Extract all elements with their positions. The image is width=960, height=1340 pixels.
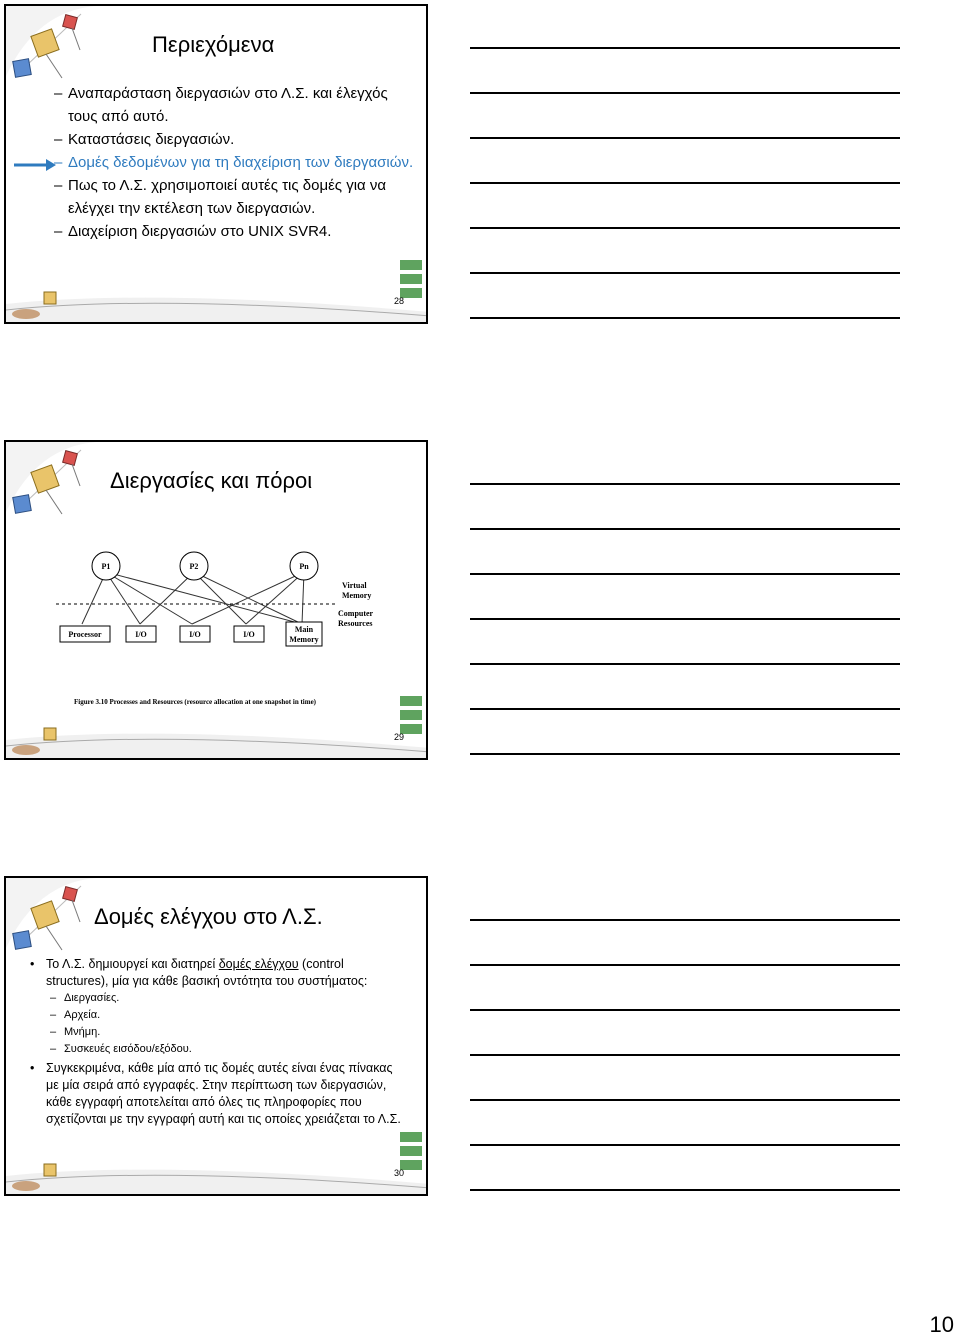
- sub-item: – Αρχεία.: [28, 1007, 408, 1024]
- contents-list: [54, 82, 414, 243]
- slide-number: 30: [393, 1168, 404, 1178]
- virtual-memory-label: Virtual: [342, 581, 367, 590]
- list-item: – Καταστάσεις διεργασιών.: [54, 128, 414, 151]
- resource-label: I/O: [135, 630, 147, 639]
- slide-footer-decoration: [6, 290, 428, 322]
- text: (control structures), μία για κάθε βασική οντότητα του συστήματος:: [46, 957, 368, 988]
- list-item: – Διαχείριση διεργασιών στο UNIX SVR4.: [54, 220, 414, 243]
- arrow-icon: [14, 157, 56, 173]
- notes-lines-3: [470, 876, 900, 1191]
- bullet-tables: • Συγκεκριμένα, κάθε μία από τις δομές αυτές είναι ένας πίνακας με μία σειρά από εγγραφές. Στην περίπτωση των διεργασιών, κάθε εγγραφή αποτελείται από όλες τις πληροφορίες που σχετίζονται με την εγγραφή αυτή και τις οποίες χρειάζεται το Λ.Σ.: [28, 1060, 408, 1128]
- figure-caption: Figure 3.10 Processes and Resources (resource allocation at one snapshot in time): [74, 698, 317, 706]
- slide-number: 29: [393, 732, 404, 742]
- resource-label: I/O: [189, 630, 201, 639]
- resource-label: Processor: [68, 630, 102, 639]
- slide-30: [4, 876, 428, 1196]
- computer-resources-label: Computer: [338, 609, 374, 618]
- virtual-memory-label: Memory: [342, 591, 372, 600]
- process-label: P2: [189, 562, 199, 571]
- page-number: 10: [929, 1312, 954, 1337]
- list-item-highlighted: – Δομές δεδομένων για τη διαχείριση των διεργασιών.: [54, 151, 414, 174]
- process-resource-diagram: [46, 542, 396, 717]
- sub-item: – Διεργασίες.: [28, 990, 408, 1007]
- slide-title: Δομές ελέγχου στο Λ.Σ.: [94, 904, 323, 929]
- bullet-control-structures: [28, 956, 408, 990]
- slide-29: [4, 440, 428, 760]
- slide-decoration-icon: [6, 878, 96, 958]
- resource-label: Memory: [289, 635, 319, 644]
- slide-footer-decoration: [6, 1162, 428, 1194]
- slide-footer-decoration: [6, 726, 428, 758]
- slide-decoration-icon: [6, 6, 96, 86]
- text: Το Λ.Σ. δημιουργεί και διατηρεί: [46, 957, 219, 971]
- sub-item: – Μνήμη.: [28, 1024, 408, 1041]
- process-label: P1: [101, 562, 111, 571]
- sub-item: – Συσκευές εισόδου/εξόδου.: [28, 1041, 408, 1058]
- slide-number: 28: [393, 296, 404, 306]
- slide-title: Διεργασίες και πόροι: [110, 468, 313, 493]
- slide-28: [4, 4, 428, 324]
- list-item: – Πως το Λ.Σ. χρησιμοποιεί αυτές τις δομές για να ελέγχει την εκτέλεση των διεργασιών.: [54, 174, 414, 220]
- slide-decoration-icon: [6, 442, 96, 522]
- process-label: Pn: [299, 562, 309, 571]
- computer-resources-label: Resources: [338, 619, 373, 628]
- slide-body: [28, 956, 408, 1128]
- underlined-term: δομές ελέγχου: [218, 957, 299, 971]
- resource-label: Main: [294, 625, 314, 634]
- slide-title: Περιεχόμενα: [152, 32, 275, 57]
- list-item: – Αναπαράσταση διεργασιών στο Λ.Σ. και έλεγχός τους από αυτό.: [54, 82, 414, 128]
- notes-lines-2: [470, 440, 900, 755]
- notes-lines-1: [470, 4, 900, 319]
- resource-label: I/O: [243, 630, 255, 639]
